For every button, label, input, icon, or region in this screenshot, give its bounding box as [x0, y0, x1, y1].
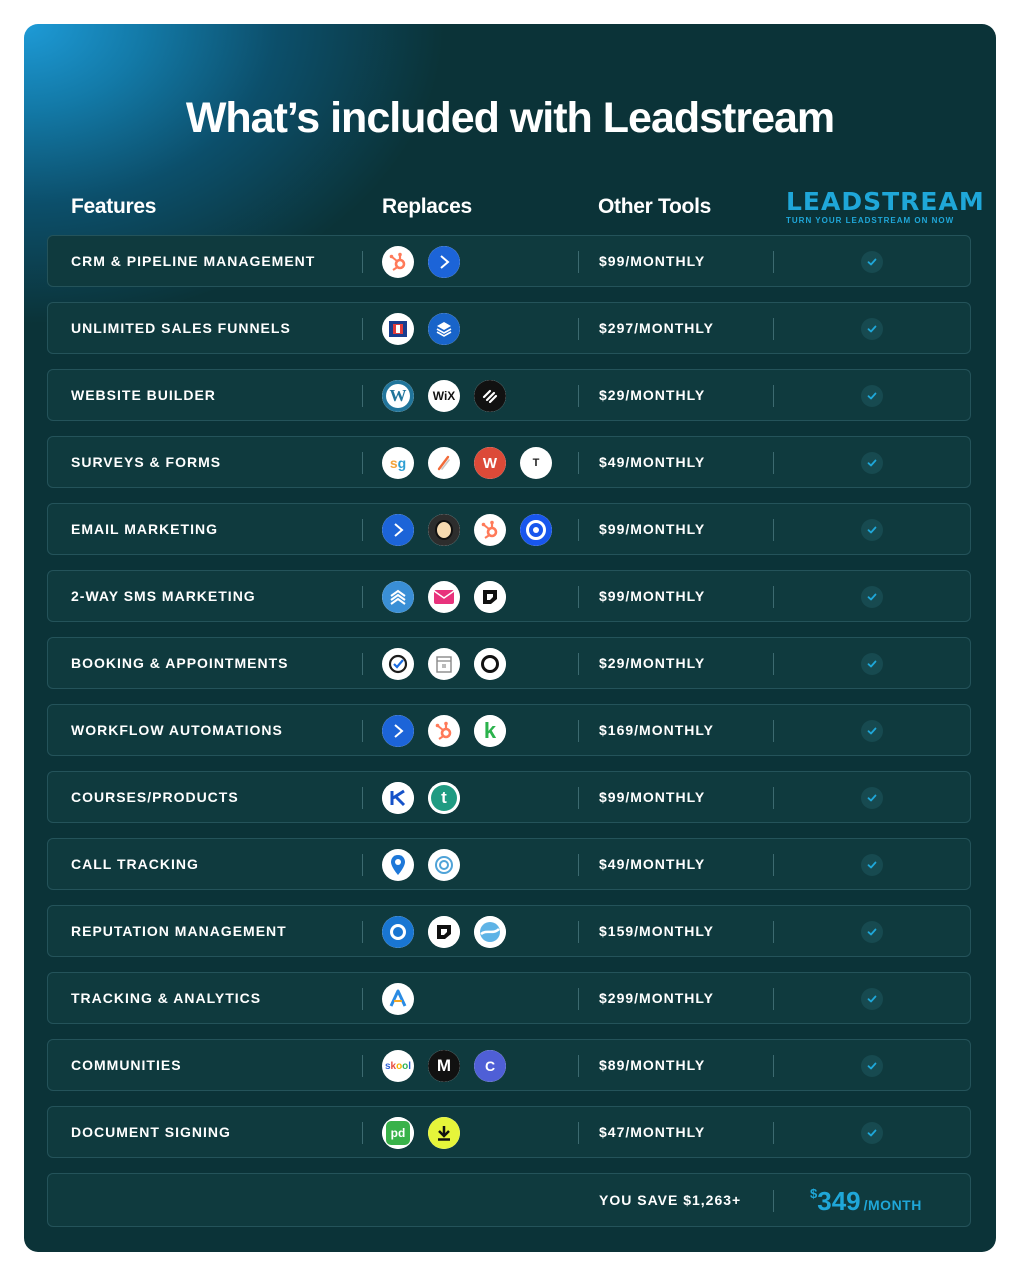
column-divider: [773, 385, 774, 407]
column-divider: [578, 1122, 579, 1144]
savings-text: YOU SAVE $1,263+: [599, 1192, 742, 1208]
feature-label: WORKFLOW AUTOMATIONS: [71, 722, 283, 738]
keap-icon: k: [474, 715, 506, 747]
stacked-layers-icon: [428, 313, 460, 345]
other-tools-price: $99/MONTHLY: [599, 253, 706, 269]
column-divider: [362, 854, 363, 876]
column-divider: [773, 251, 774, 273]
podium-icon: [428, 916, 460, 948]
table-row: [47, 436, 971, 488]
column-divider: [578, 586, 579, 608]
column-divider: [362, 519, 363, 541]
feature-label: REPUTATION MANAGEMENT: [71, 923, 287, 939]
activecampaign-icon: [382, 514, 414, 546]
check-icon: [861, 653, 883, 675]
replaced-tools: [382, 1050, 506, 1082]
check-icon: [861, 586, 883, 608]
other-tools-price: $89/MONTHLY: [599, 1057, 706, 1073]
check-icon: [861, 1122, 883, 1144]
other-tools-price: $99/MONTHLY: [599, 789, 706, 805]
table-row: [47, 1106, 971, 1158]
feature-label: UNLIMITED SALES FUNNELS: [71, 320, 291, 336]
check-icon: [861, 251, 883, 273]
feature-label: DOCUMENT SIGNING: [71, 1124, 231, 1140]
leadstream-price: [810, 1186, 922, 1217]
price-amount: 349: [817, 1186, 861, 1216]
layered-chevrons-icon: [382, 581, 414, 613]
mailchimp-icon: [428, 514, 460, 546]
column-divider: [362, 452, 363, 474]
column-divider: [578, 385, 579, 407]
check-icon: [861, 452, 883, 474]
other-tools-price: $49/MONTHLY: [599, 856, 706, 872]
feature-label: 2-WAY SMS MARKETING: [71, 588, 256, 604]
column-divider: [578, 1055, 579, 1077]
column-divider: [773, 452, 774, 474]
column-divider: [773, 318, 774, 340]
podium-icon: [474, 581, 506, 613]
feature-label: TRACKING & ANALYTICS: [71, 990, 262, 1006]
check-icon: [861, 385, 883, 407]
replaced-tools: [382, 916, 506, 948]
other-tools-price: $169/MONTHLY: [599, 722, 714, 738]
replaced-tools: [382, 715, 506, 747]
column-divider: [362, 720, 363, 742]
replaced-tools: [382, 514, 552, 546]
table-row: [47, 302, 971, 354]
replaced-tools: [382, 581, 506, 613]
replaced-tools: [382, 782, 460, 814]
pricing-card: [24, 24, 996, 1252]
table-row: [47, 1039, 971, 1091]
price-period: /MONTH: [863, 1197, 922, 1213]
hubspot-icon: [474, 514, 506, 546]
table-row: [47, 704, 971, 756]
replaced-tools: [382, 246, 460, 278]
column-divider: [362, 988, 363, 1010]
column-divider: [362, 653, 363, 675]
analytics-icon: [382, 983, 414, 1015]
surveygizmo-icon: sg: [382, 447, 414, 479]
column-divider: [578, 720, 579, 742]
acuity-icon: [474, 648, 506, 680]
check-icon: [861, 1055, 883, 1077]
price-currency: $: [810, 1186, 818, 1201]
column-divider: [362, 385, 363, 407]
column-divider: [362, 787, 363, 809]
hubspot-icon: [428, 715, 460, 747]
leadstream-logo: [786, 187, 985, 226]
column-divider: [362, 1055, 363, 1077]
swirl-icon: [474, 916, 506, 948]
wix-icon: WiX: [428, 380, 460, 412]
envelope-icon: [428, 581, 460, 613]
birdeye-icon: [382, 916, 414, 948]
feature-label: BOOKING & APPOINTMENTS: [71, 655, 289, 671]
logo-tagline: TURN YOUR LEADSTREAM ON NOW: [786, 216, 955, 225]
column-divider: [773, 653, 774, 675]
table-row: [47, 235, 971, 287]
other-tools-price: $29/MONTHLY: [599, 387, 706, 403]
column-divider: [773, 586, 774, 608]
calendly-icon: [382, 648, 414, 680]
other-tools-price: $299/MONTHLY: [599, 990, 714, 1006]
column-divider: [773, 1122, 774, 1144]
wufoo-icon: W: [474, 447, 506, 479]
feature-label: SURVEYS & FORMS: [71, 454, 222, 470]
page-title: What’s included with Leadstream: [185, 94, 835, 142]
header-features: Features: [71, 195, 157, 218]
callrail-icon: [382, 849, 414, 881]
other-tools-price: $99/MONTHLY: [599, 521, 706, 537]
check-icon: [861, 854, 883, 876]
calendar-icon: [428, 648, 460, 680]
other-tools-price: $99/MONTHLY: [599, 588, 706, 604]
clickfunnels-icon: [382, 313, 414, 345]
mighty-networks-icon: M: [428, 1050, 460, 1082]
column-divider: [578, 854, 579, 876]
column-divider: [773, 519, 774, 541]
feature-label: WEBSITE BUILDER: [71, 387, 216, 403]
feature-label: COMMUNITIES: [71, 1057, 182, 1073]
download-icon: [428, 1117, 460, 1149]
replaced-tools: [382, 447, 552, 479]
check-icon: [861, 988, 883, 1010]
feature-label: CALL TRACKING: [71, 856, 199, 872]
feature-label: EMAIL MARKETING: [71, 521, 218, 537]
header-other-tools: Other Tools: [598, 195, 711, 218]
other-tools-price: $49/MONTHLY: [599, 454, 706, 470]
table-row: [47, 570, 971, 622]
typeform-icon: T: [520, 447, 552, 479]
column-divider: [578, 988, 579, 1010]
feature-label: CRM & PIPELINE MANAGEMENT: [71, 253, 316, 269]
column-divider: [362, 1122, 363, 1144]
table-row: [47, 503, 971, 555]
logo-wordmark: LEADSTREAM: [786, 187, 985, 216]
column-divider: [362, 586, 363, 608]
table-row: [47, 637, 971, 689]
activecampaign-icon: [382, 715, 414, 747]
replaced-tools: [382, 648, 506, 680]
constantcontact-icon: [520, 514, 552, 546]
hubspot-icon: [382, 246, 414, 278]
skool-icon: skool: [382, 1050, 414, 1082]
column-divider: [773, 921, 774, 943]
column-divider: [362, 251, 363, 273]
callswitch-icon: [428, 849, 460, 881]
other-tools-price: $159/MONTHLY: [599, 923, 714, 939]
column-divider: [773, 720, 774, 742]
column-divider: [578, 787, 579, 809]
table-row: [47, 972, 971, 1024]
column-divider: [362, 318, 363, 340]
column-divider: [578, 318, 579, 340]
feature-label: COURSES/PRODUCTS: [71, 789, 239, 805]
table-row: [47, 369, 971, 421]
column-divider: [773, 854, 774, 876]
column-divider: [578, 653, 579, 675]
wordpress-icon: W: [382, 380, 414, 412]
replaced-tools: [382, 849, 460, 881]
table-row: [47, 771, 971, 823]
check-icon: [861, 787, 883, 809]
jotform-icon: [428, 447, 460, 479]
kajabi-icon: [382, 782, 414, 814]
check-icon: [861, 720, 883, 742]
column-divider: [773, 787, 774, 809]
table-row: [47, 905, 971, 957]
header-replaces: Replaces: [382, 195, 472, 218]
replaced-tools: [382, 380, 506, 412]
replaced-tools: [382, 983, 414, 1015]
activecampaign-icon: [428, 246, 460, 278]
other-tools-price: $29/MONTHLY: [599, 655, 706, 671]
column-divider: [362, 921, 363, 943]
total-row: [47, 1173, 971, 1227]
check-icon: [861, 921, 883, 943]
column-divider: [578, 251, 579, 273]
circle-icon: C: [474, 1050, 506, 1082]
table-row: [47, 838, 971, 890]
column-divider: [773, 1190, 774, 1212]
pandadoc-icon: pd: [382, 1117, 414, 1149]
column-divider: [578, 452, 579, 474]
column-divider: [578, 519, 579, 541]
teachable-icon: t: [428, 782, 460, 814]
column-divider: [773, 988, 774, 1010]
other-tools-price: $47/MONTHLY: [599, 1124, 706, 1140]
column-divider: [773, 1055, 774, 1077]
squarespace-icon: [474, 380, 506, 412]
column-divider: [578, 921, 579, 943]
replaced-tools: [382, 313, 460, 345]
replaced-tools: [382, 1117, 460, 1149]
other-tools-price: $297/MONTHLY: [599, 320, 714, 336]
check-icon: [861, 318, 883, 340]
check-icon: [861, 519, 883, 541]
